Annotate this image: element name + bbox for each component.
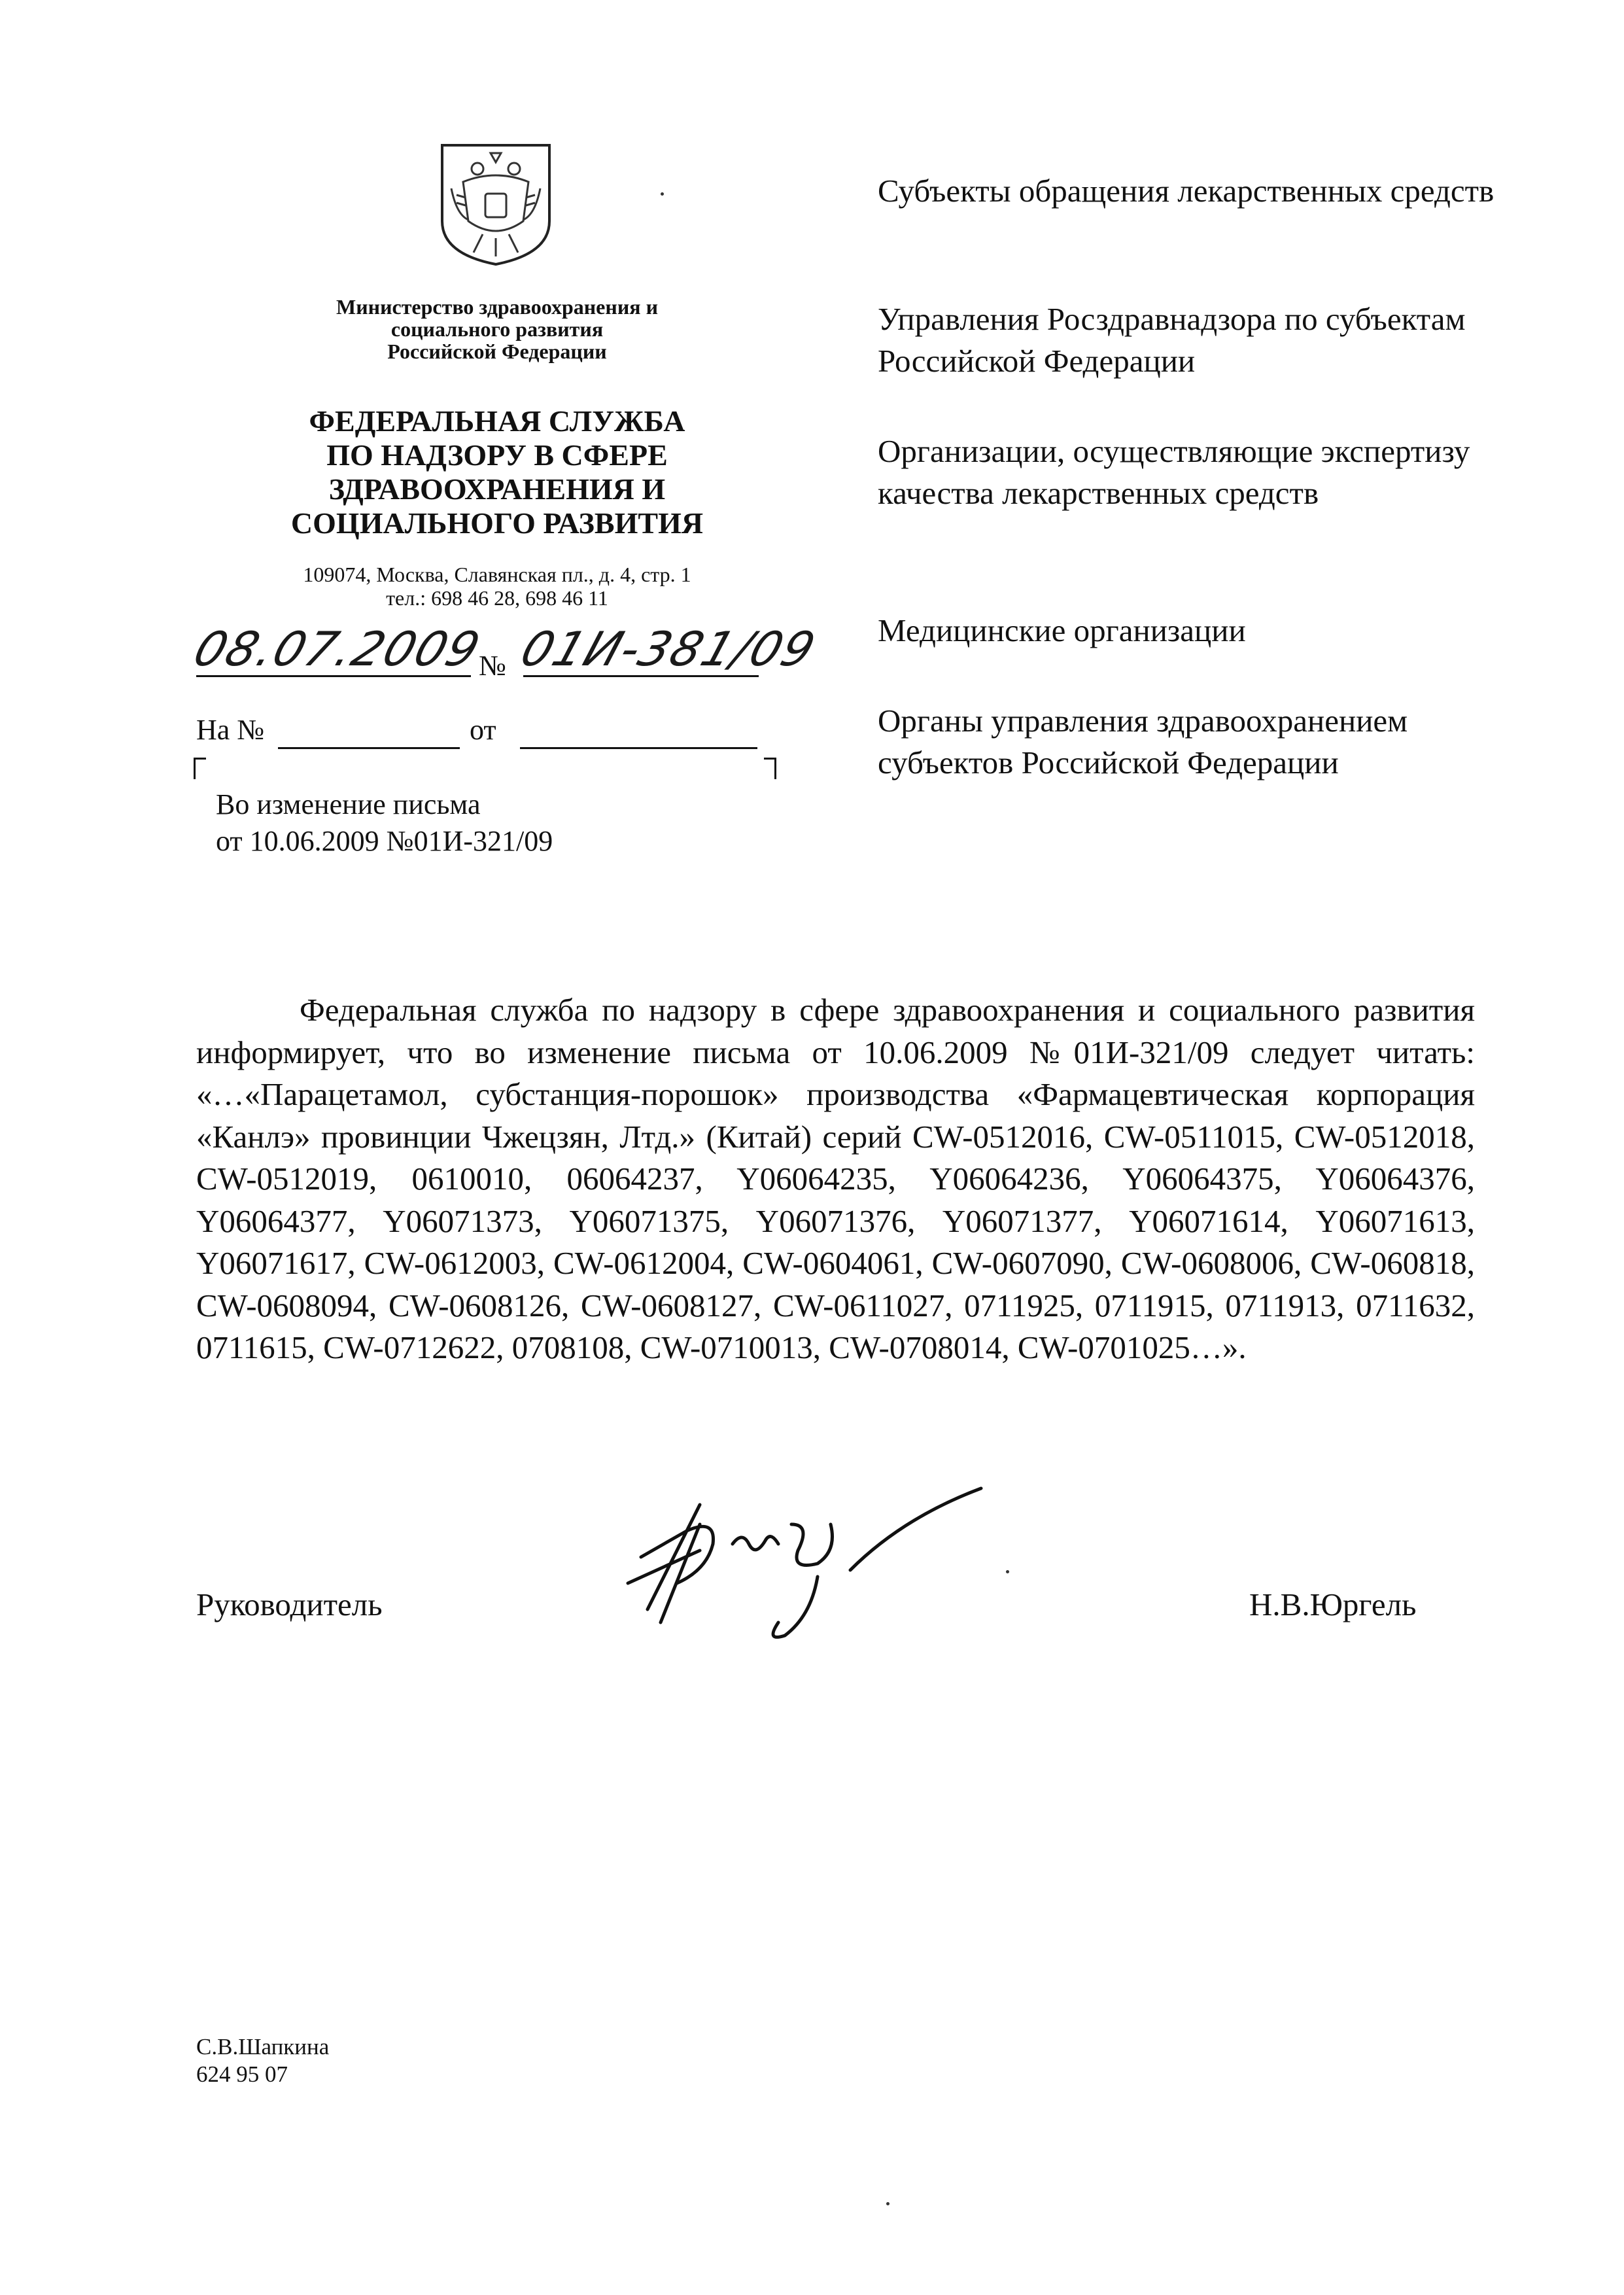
sender-contacts [216,563,778,610]
number-underline [523,675,759,677]
executor-info [196,2033,329,2088]
recipient: Медицинские организации [878,612,1246,648]
handwritten-signature-icon [602,1472,1007,1668]
subject-bracket-left [194,758,206,779]
russian-double-headed-eagle-icon [437,143,555,267]
ministry-name [249,296,746,362]
scan-speck [1006,1570,1009,1573]
subject-bracket-right [764,758,776,779]
recipient: Субъекты обращения лекарственных средств [878,173,1494,209]
sender-address: 109074, Москва, Славянская пл., д. 4, стр. 1 [303,563,691,586]
reply-date-blank [520,747,757,749]
reply-number-blank [278,747,460,749]
recipient: Органы управления здравоохранением субъектов Российской Федерации [878,703,1408,780]
registration-date: 08.07.2009 [187,622,488,676]
date-underline [196,675,471,677]
recipient: Управления Росздравнадзора по субъектам Российской Федерации [878,301,1466,379]
recipient: Организации, осуществляющие экспертизу качества лекарственных средств [878,433,1470,511]
signatory-title: Руководитель [196,1586,383,1622]
service-line: СОЦИАЛЬНОГО РАЗВИТИЯ [290,506,704,540]
service-line: ПО НАДЗОРУ В СФЕРЕ [326,438,668,472]
subject-line: Во изменение письма [216,788,481,820]
reply-date-label: от [470,714,496,746]
number-sign: № [479,650,506,682]
ministry-line: Российской Федерации [387,340,607,363]
executor-phone: 624 95 07 [196,2061,288,2087]
signatory-name: Н.В.Юргель [1249,1586,1417,1622]
executor-name: С.В.Шапкина [196,2034,330,2059]
service-name [216,404,778,540]
reply-number-label: На № [196,714,265,746]
scan-speck [886,2202,890,2205]
subject [216,786,553,860]
service-line: ЗДРАВООХРАНЕНИЯ И [328,472,666,506]
ministry-line: социального развития [390,317,604,341]
letter-body: Федеральная служба по надзору в сфере здравоохранения и социального развития информирует, что во изменение письма от 10.06.2009 №01И-321/09 следует читать: «…«Парацетамол, субстанция-порошок» производства «Фармацевтическая корпорация «Канлэ» провинции Чжецзян, Лтд.» (Китай) серий CW-0512016, CW-0511015, CW-0512018, CW-0512019, 0610010, 06064237, Y06064235, Y06064236, Y06064375, Y06064376, Y06064377, Y06071373, Y06071375, Y06071376, Y06071377, Y06071614, Y06071613, Y06071617, CW-0612003, CW-0612004, CW-0604061, CW-0607090, CW-0608006, CW-060818, CW-0608094, CW-0608126, CW-0608127, CW-0611027, 0711925, 0711915, 0711913, 0711632, 0711615, CW-0712622, 0708108, CW-0710013, CW-0708014, CW-0701025…». [196,992,1475,1365]
service-line: ФЕДЕРАЛЬНАЯ СЛУЖБА [309,404,685,438]
ministry-line: Министерство здравоохранения и [336,295,658,319]
scan-speck [661,192,664,196]
sender-phone: тел.: 698 46 28, 698 46 11 [386,586,608,610]
subject-line: от 10.06.2009 №01И-321/09 [216,825,553,857]
registration-number: 01И-381/09 [514,622,823,676]
